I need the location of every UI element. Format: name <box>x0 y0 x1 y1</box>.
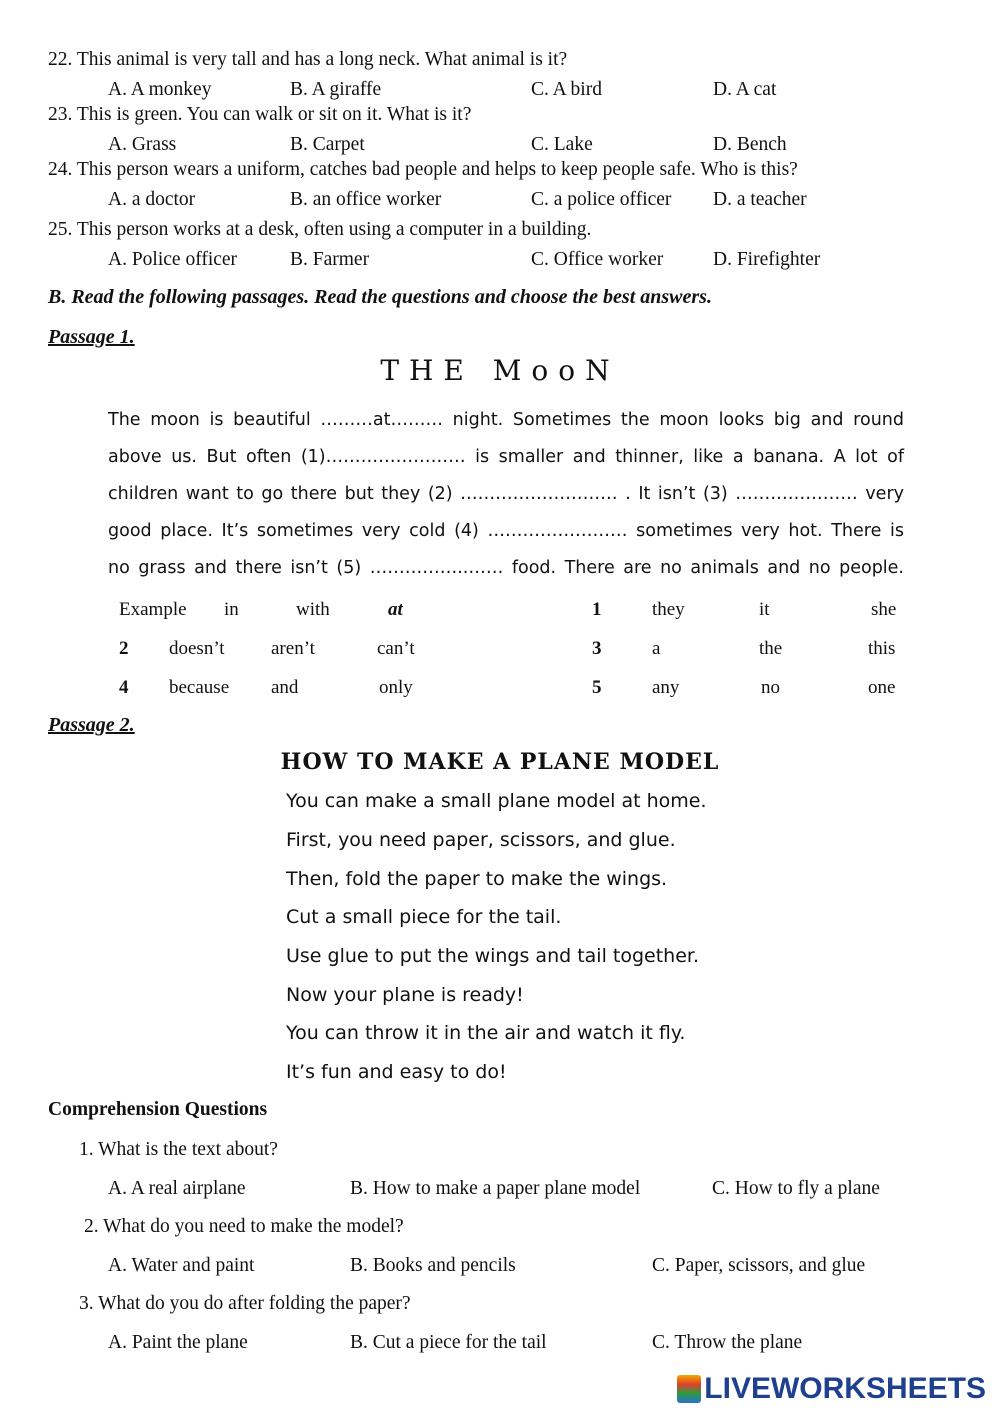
table-cell[interactable]: with <box>296 599 330 620</box>
option-22-a[interactable]: A. A monkey <box>108 79 212 100</box>
table-cell[interactable]: can’t <box>377 638 415 659</box>
option-22-c[interactable]: C. A bird <box>531 79 602 100</box>
option-23-c[interactable]: C. Lake <box>531 134 593 155</box>
option-22-b[interactable]: B. A giraffe <box>290 79 382 100</box>
option-24-d[interactable]: D. a teacher <box>713 189 807 210</box>
question-23: 23. This is green. You can walk or sit on it. What is it? <box>48 104 472 125</box>
table-cell[interactable]: a <box>652 638 661 659</box>
cq1-option-c[interactable]: C. How to fly a plane <box>712 1178 880 1199</box>
table-cell-example-answer: at <box>388 599 403 620</box>
table-cell[interactable]: doesn’t <box>169 638 225 659</box>
cq2-option-a[interactable]: A. Water and paint <box>108 1255 255 1276</box>
passage-1-title: THE MooN <box>380 354 620 387</box>
passage-2-line: You can make a small plane model at home. <box>286 790 707 812</box>
table-cell[interactable]: it <box>759 599 770 620</box>
passage-2-line: Then, fold the paper to make the wings. <box>286 868 668 890</box>
section-b-instruction: B. Read the following passages. Read the questions and choose the best answers. <box>48 286 712 308</box>
table-cell[interactable]: the <box>759 638 783 659</box>
table-cell-number: 1 <box>592 599 602 620</box>
option-23-a[interactable]: A. Grass <box>108 134 177 155</box>
option-22-d[interactable]: D. A cat <box>713 79 777 100</box>
passage-2-line: Cut a small piece for the tail. <box>286 906 562 928</box>
cq1-option-a[interactable]: A. A real airplane <box>108 1178 246 1199</box>
table-cell[interactable]: because <box>169 677 230 698</box>
question-24: 24. This person wears a uniform, catches bad people and helps to keep people safe. Who is this? <box>48 159 798 180</box>
logo-text: LIVEWORKSHEETS <box>704 1372 986 1405</box>
passage-1-line: no grass and there isn’t (5) ……………..…… food. There are no animals and no people. <box>108 558 904 578</box>
table-cell[interactable]: in <box>224 599 239 620</box>
passage-1-label: Passage 1. <box>48 326 135 348</box>
table-cell[interactable]: aren’t <box>271 638 315 659</box>
table-cell-number: 3 <box>592 638 602 659</box>
comprehension-heading: Comprehension Questions <box>48 1099 268 1120</box>
table-cell[interactable]: they <box>652 599 685 620</box>
table-cell[interactable]: she <box>871 599 897 620</box>
option-23-b[interactable]: B. Carpet <box>290 134 365 155</box>
comprehension-question-3: 3. What do you do after folding the paper? <box>79 1293 411 1314</box>
table-cell-number: 2 <box>119 638 129 659</box>
cq3-option-b[interactable]: B. Cut a piece for the tail <box>350 1332 547 1353</box>
option-25-c[interactable]: C. Office worker <box>531 249 664 270</box>
passage-2-title: HOW TO MAKE A PLANE MODEL <box>280 749 720 775</box>
table-cell[interactable]: no <box>761 677 780 698</box>
option-25-d[interactable]: D. Firefighter <box>713 249 821 270</box>
option-24-c[interactable]: C. a police officer <box>531 189 672 210</box>
table-cell-number: 4 <box>119 677 129 698</box>
option-25-a[interactable]: A. Police officer <box>108 249 238 270</box>
cq2-option-b[interactable]: B. Books and pencils <box>350 1255 516 1276</box>
table-cell[interactable]: this <box>868 638 896 659</box>
passage-2-label: Passage 2. <box>48 714 135 736</box>
liveworksheets-logo <box>677 1372 986 1406</box>
question-25: 25. This person works at a desk, often using a computer in a building. <box>48 219 592 240</box>
table-cell[interactable]: one <box>868 677 896 698</box>
comprehension-question-2: 2. What do you need to make the model? <box>84 1216 404 1237</box>
cq1-option-b[interactable]: B. How to make a paper plane model <box>350 1178 641 1199</box>
logo-icon <box>677 1375 701 1403</box>
passage-1-line: above us. But often (1)…………………… is smaller and thinner, like a banana. A lot of <box>108 447 904 467</box>
passage-2-line: First, you need paper, scissors, and glue. <box>286 829 676 851</box>
cq3-option-a[interactable]: A. Paint the plane <box>108 1332 248 1353</box>
table-cell[interactable]: and <box>271 677 299 698</box>
passage-1-line: children want to go there but they (2) ……………………… . It isn’t (3) ………………… very <box>108 484 904 504</box>
cq2-option-c[interactable]: C. Paper, scissors, and glue <box>652 1255 866 1276</box>
passage-2-line: Use glue to put the wings and tail together. <box>286 945 700 967</box>
option-25-b[interactable]: B. Farmer <box>290 249 370 270</box>
table-cell[interactable]: only <box>379 677 413 698</box>
cq3-option-c[interactable]: C. Throw the plane <box>652 1332 803 1353</box>
passage-1-line: good place. It’s sometimes very cold (4) …………………… sometimes very hot. There is <box>108 521 904 541</box>
passage-1-line: The moon is beautiful ………at……… night. Sometimes the moon looks big and round <box>108 410 904 430</box>
question-22: 22. This animal is very tall and has a long neck. What animal is it? <box>48 49 568 70</box>
comprehension-question-1: 1. What is the text about? <box>79 1139 278 1160</box>
option-24-a[interactable]: A. a doctor <box>108 189 196 210</box>
table-cell[interactable]: any <box>652 677 680 698</box>
option-23-d[interactable]: D. Bench <box>713 134 787 155</box>
passage-2-line: Now your plane is ready! <box>286 984 524 1006</box>
table-cell: Example <box>119 599 187 620</box>
passage-2-line: It’s fun and easy to do! <box>286 1061 507 1083</box>
passage-2-line: You can throw it in the air and watch it fly. <box>286 1022 686 1044</box>
option-24-b[interactable]: B. an office worker <box>290 189 442 210</box>
table-cell-number: 5 <box>592 677 602 698</box>
